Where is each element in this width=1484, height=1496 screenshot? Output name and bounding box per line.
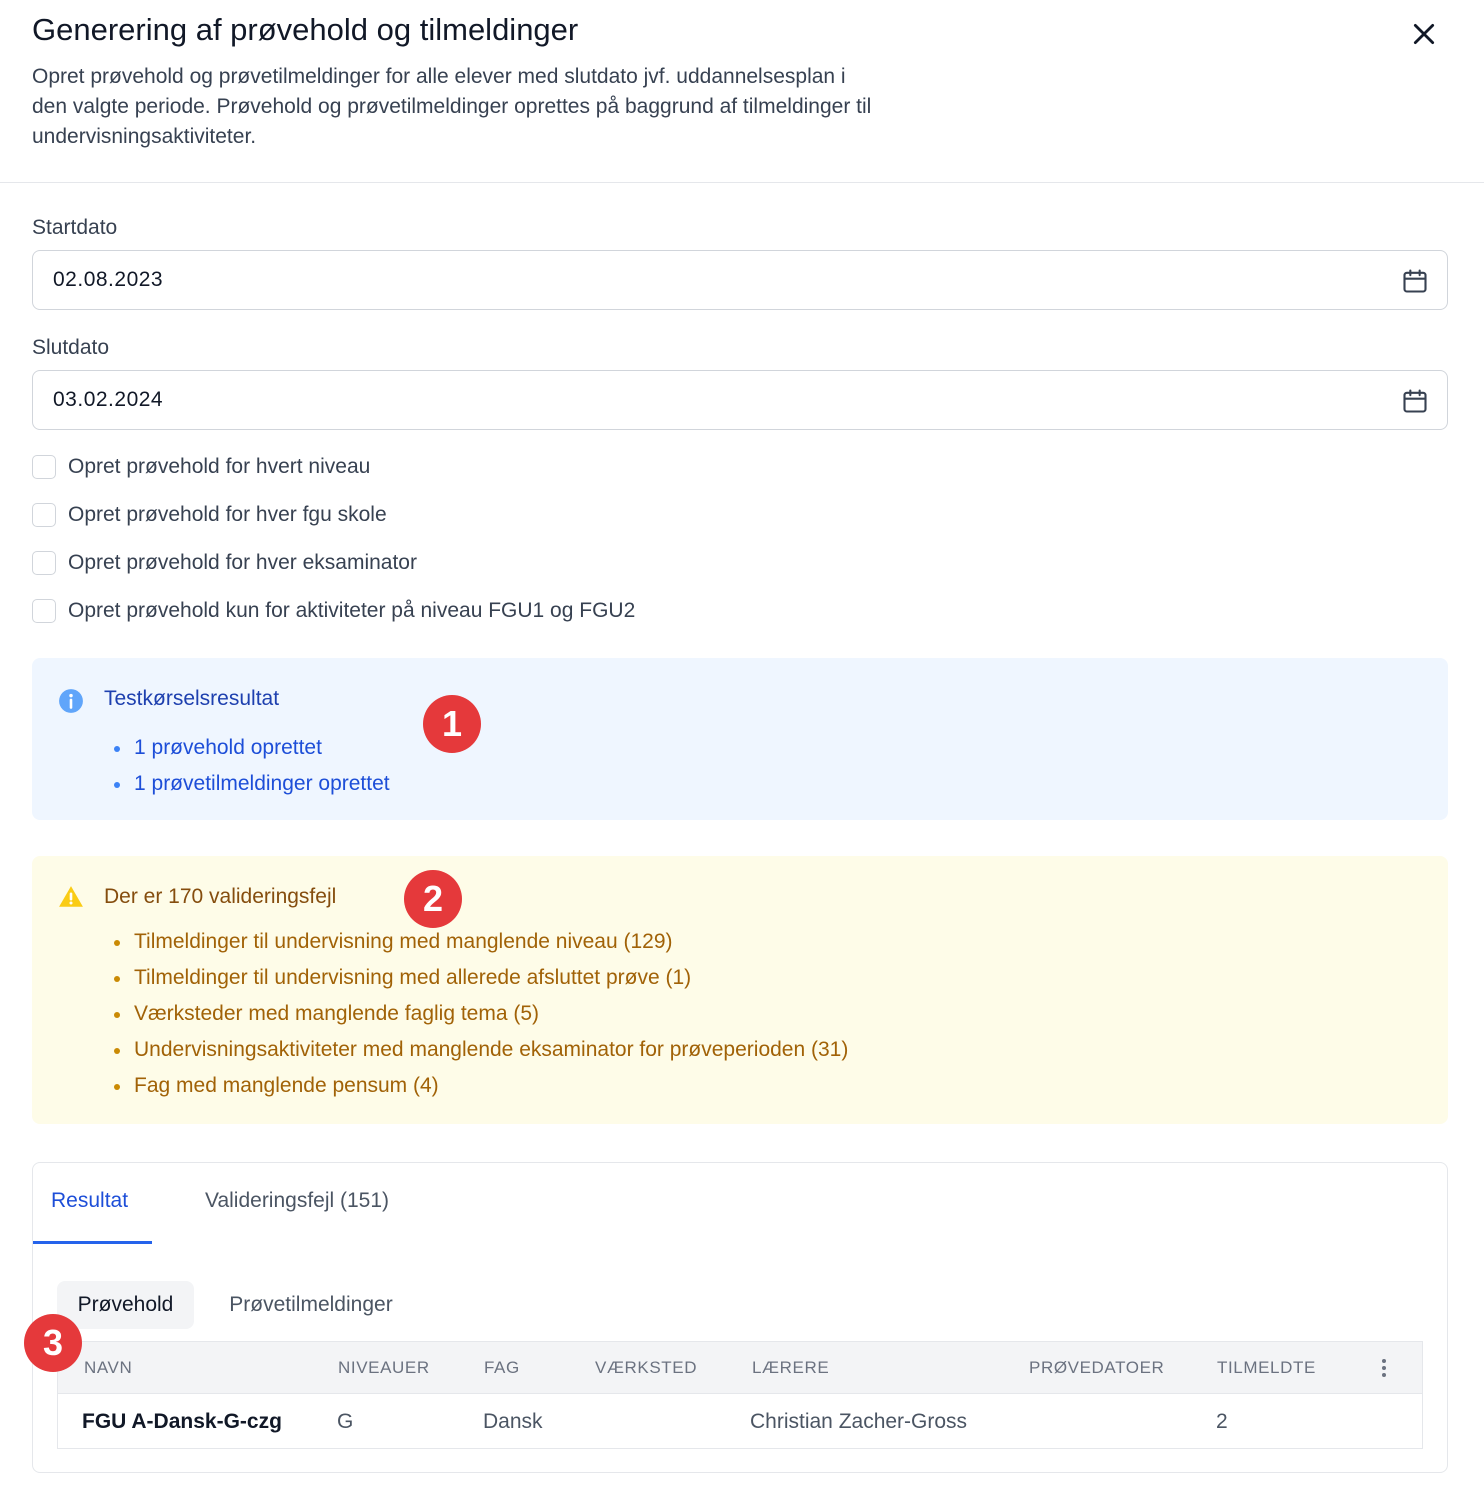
- subtab-test-teams[interactable]: Prøvehold: [57, 1281, 194, 1329]
- active-tab-indicator: [33, 1241, 152, 1244]
- results-tabs: [33, 1163, 1447, 1245]
- cell-teachers: Christian Zacher-Gross: [750, 1410, 968, 1433]
- column-header[interactable]: NIVEAUER: [338, 1358, 430, 1377]
- close-icon: [1411, 21, 1437, 47]
- list-item: Værksteder med manglende faglig tema (5): [134, 996, 848, 1032]
- subtab-test-registrations[interactable]: Prøvetilmeldinger: [229, 1293, 393, 1316]
- validation-errors-box: [32, 856, 1448, 1124]
- annotation-badge: 3: [24, 1314, 82, 1372]
- close-button[interactable]: [1404, 14, 1444, 54]
- column-header[interactable]: VÆRKSTED: [595, 1358, 698, 1377]
- checkbox-examiner[interactable]: [32, 551, 56, 575]
- column-header[interactable]: PRØVEDATOER: [1029, 1358, 1165, 1377]
- start-date-label: Startdato: [32, 216, 118, 239]
- validation-heading: Der er 170 valideringsfejl: [104, 885, 337, 908]
- column-header[interactable]: TILMELDTE: [1217, 1358, 1316, 1377]
- end-date-label: Slutdato: [32, 336, 110, 359]
- annotation-badge: 2: [404, 870, 462, 928]
- checkbox-fgu-levels[interactable]: [32, 599, 56, 623]
- checkbox-label: Opret prøvehold for hvert niveau: [68, 455, 371, 478]
- test-run-list: [134, 730, 390, 802]
- test-run-result-box: [32, 658, 1448, 820]
- checkbox-row-fgu-levels[interactable]: [32, 596, 635, 626]
- list-item: 1 prøvehold oprettet: [134, 730, 390, 766]
- end-date-input[interactable]: [32, 370, 1448, 430]
- calendar-icon[interactable]: [1401, 387, 1429, 415]
- validation-list: [134, 924, 848, 1104]
- calendar-icon[interactable]: [1401, 267, 1429, 295]
- checkbox-row-level[interactable]: [32, 452, 370, 482]
- checkbox-label: Opret prøvehold for hver eksaminator: [68, 551, 417, 574]
- checkbox-label: Opret prøvehold for hver fgu skole: [68, 503, 387, 526]
- annotation-badge: 1: [423, 695, 481, 753]
- list-item: Tilmeldinger til undervisning med allerede afsluttet prøve (1): [134, 960, 848, 996]
- column-header[interactable]: LÆRERE: [752, 1358, 830, 1377]
- checkbox-level[interactable]: [32, 455, 56, 479]
- cell-levels: G: [337, 1410, 354, 1433]
- checkbox-label: Opret prøvehold kun for aktiviteter på niveau FGU1 og FGU2: [68, 599, 636, 622]
- more-options-icon[interactable]: [1372, 1356, 1396, 1380]
- tab-result[interactable]: Resultat: [51, 1189, 129, 1212]
- column-header[interactable]: FAG: [484, 1358, 520, 1377]
- checkbox-school[interactable]: [32, 503, 56, 527]
- results-card: [32, 1162, 1448, 1473]
- test-run-heading: Testkørselsresultat: [104, 687, 280, 710]
- list-item: Tilmeldinger til undervisning med manglende niveau (129): [134, 924, 848, 960]
- end-date-value: 03.02.2024: [53, 388, 164, 411]
- cell-subject: Dansk: [483, 1410, 543, 1433]
- start-date-input[interactable]: [32, 250, 1448, 310]
- dialog-title: Generering af prøvehold og tilmeldinger: [32, 12, 579, 47]
- cell-name: FGU A-Dansk-G-czg: [82, 1410, 282, 1433]
- table-header: [58, 1342, 1422, 1394]
- start-date-value: 02.08.2023: [53, 268, 164, 291]
- list-item: Undervisningsaktiviteter med manglende eksaminator for prøveperioden (31): [134, 1032, 848, 1068]
- dialog-header: [0, 0, 1484, 183]
- tab-validation-errors[interactable]: Valideringsfejl (151): [205, 1189, 390, 1212]
- checkbox-row-school[interactable]: [32, 500, 387, 530]
- list-item: Fag med manglende pensum (4): [134, 1068, 848, 1104]
- dialog-description: Opret prøvehold og prøvetilmeldinger for alle elever med slutdato jvf. uddannelsesplan i den valgte periode. Prøvehold og prøvetilmeldinger oprettes på baggrund af tilmeldinger til undervisningsaktiviteter.: [32, 65, 872, 148]
- checkbox-row-examiner[interactable]: [32, 548, 417, 578]
- info-icon: [58, 688, 84, 714]
- results-table: [57, 1341, 1423, 1449]
- column-header[interactable]: NAVN: [84, 1358, 133, 1377]
- list-item: 1 prøvetilmeldinger oprettet: [134, 766, 390, 802]
- warning-icon: [58, 884, 84, 910]
- cell-registered: 2: [1216, 1410, 1228, 1433]
